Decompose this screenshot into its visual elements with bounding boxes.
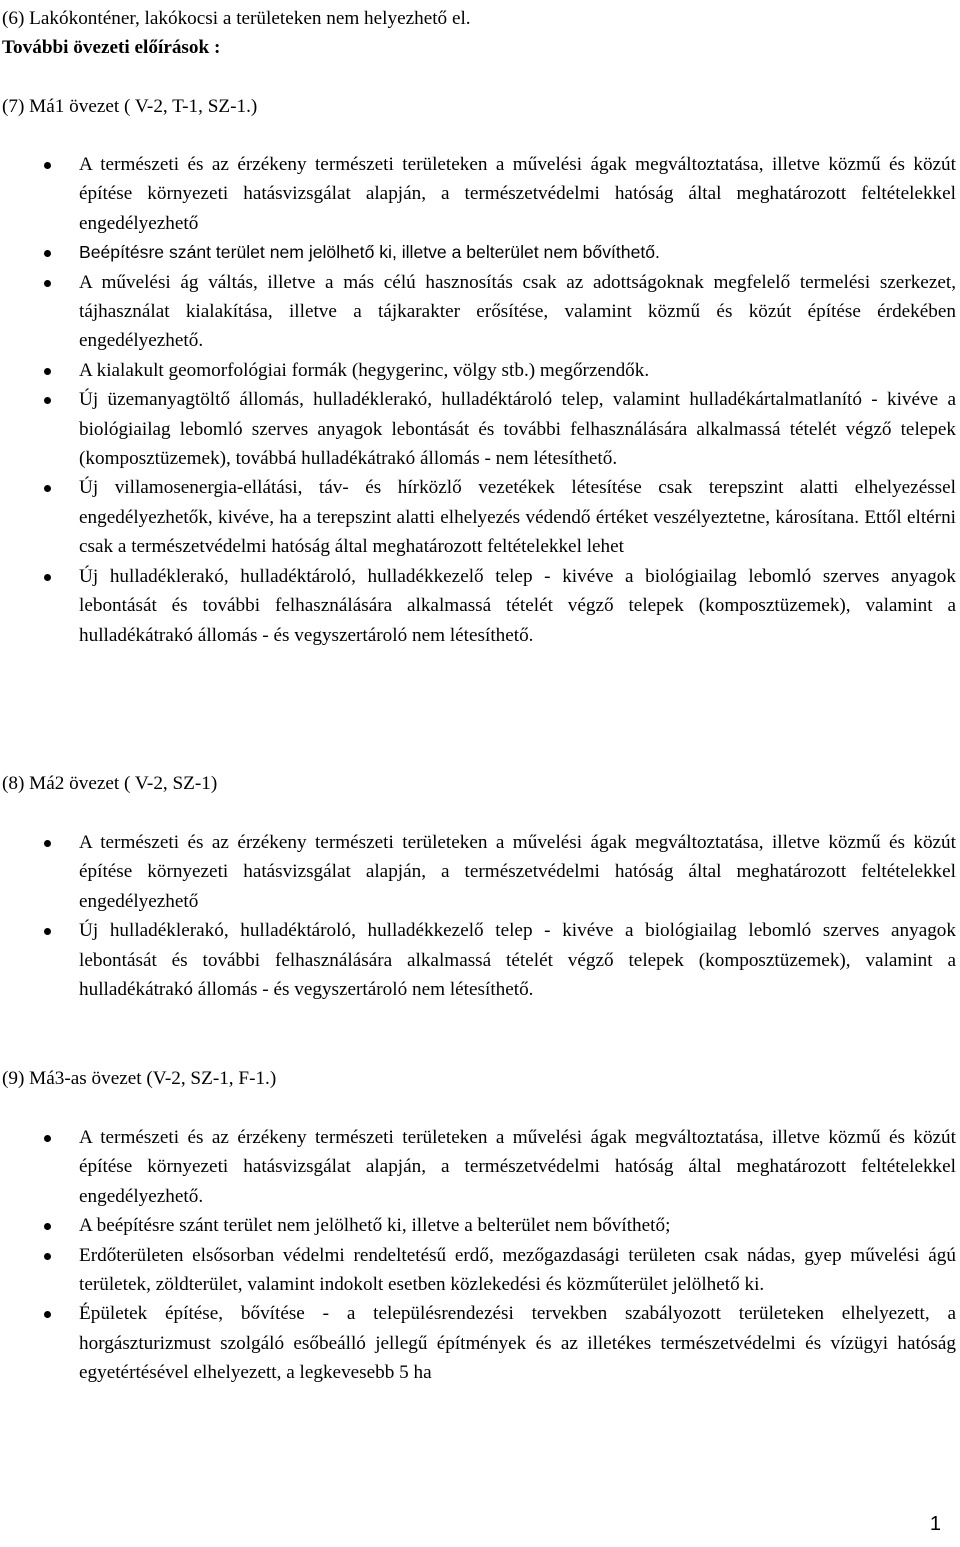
list-item: [0, 385, 960, 473]
bullet-icon: [44, 280, 51, 287]
section-title-ma1: (7) Má1 övezet ( V-2, T-1, SZ-1.): [2, 96, 258, 117]
list-item: [0, 1211, 960, 1240]
list-item-text: A kialakult geomorfológiai formák (hegygerinc, völgy stb.) megőrzendők.: [79, 359, 650, 381]
list-item-text: Épületek építése, bővítése - a településrendezési tervekben szabályozott területeken elhelyezett, a horgászturizmust szolgáló esőbeálló jellegű építmények és az illetékes természetvédelmi és vízügyi hatóság egyetértésével elhelyezett, a legkevesebb 5 ha: [79, 1303, 956, 1384]
bullet-icon: [44, 928, 51, 935]
list-item-text: A művelési ág váltás, illetve a más célú hasznosítás csak az adottságoknak megfelelő termelési szerkezet, tájhasználat kialakítása, illetve a tájkarakter erősítése, valamint közmű és közút építése érdekében engedélyezhető.: [79, 271, 956, 352]
list-item: [0, 150, 960, 238]
list-item-text: A természeti és az érzékeny természeti területeken a művelési ágak megváltoztatása, illetve közmű és közút építése környezeti hatásvizsgálat alapján, a természetvédelmi hatóság által meghatározott feltételekkel engedélyezhető: [79, 832, 956, 912]
bullet-icon: [44, 485, 51, 492]
bullet-icon: [44, 162, 51, 169]
list-item: [0, 916, 960, 1004]
list-item: [0, 268, 960, 356]
bullet-list-ma2: [0, 828, 960, 1004]
list-item: [0, 1299, 960, 1387]
section-title-ma2: (8) Má2 övezet ( V-2, SZ-1): [2, 773, 218, 794]
bullet-icon: [44, 250, 51, 257]
list-item-text: Erdőterületen elsősorban védelmi rendeltetésű erdő, mezőgazdasági területen csak nádas, gyep művelési ágú területek, zöldterület, valamint indokolt esetben közlekedési és közműterület jelölhető ki.: [79, 1244, 956, 1296]
paragraph-6: (6) Lakókonténer, lakókocsi a területeken nem helyezhető el.: [2, 8, 471, 29]
list-item: [0, 238, 960, 267]
list-item-text: A beépítésre szánt terület nem jelölhető ki, illetve a belterület nem bővíthető;: [79, 1215, 671, 1237]
list-item-text: A természeti és az érzékeny természeti területeken a művelési ágak megváltoztatása, illetve közmű és közút építése környezeti hatásvizsgálat alapján, a természetvédelmi hatóság által meghatározott feltételekkel engedélyezhető: [79, 154, 956, 234]
bullet-list-ma3: [0, 1123, 960, 1388]
list-item: [0, 473, 960, 561]
bullet-icon: [44, 397, 51, 404]
list-item: [0, 1123, 960, 1211]
section-title-ma3: (9) Má3-as övezet (V-2, SZ-1, F-1.): [2, 1068, 277, 1089]
bullet-icon: [44, 1223, 51, 1230]
list-item-text: Új villamosenergia-ellátási, táv- és hírközlő vezetékek létesítése csak terepszint alatti elhelyezéssel engedélyezhetők, kivéve, ha a terepszint alatti elhelyezés védendő értéket veszélyeztetne, károsítana. Ettől eltérni csak a természetvédelmi hatóság által meghatározott feltételekkel lehet: [79, 477, 956, 558]
bullet-icon: [44, 840, 51, 847]
list-item: [0, 828, 960, 916]
bullet-icon: [44, 574, 51, 581]
bullet-list-ma1: [0, 150, 960, 650]
list-item: [0, 356, 960, 385]
page-number: 1: [929, 1513, 941, 1535]
bullet-icon: [44, 1135, 51, 1142]
list-item: [0, 1241, 960, 1300]
list-item-text: Új hulladéklerakó, hulladéktároló, hulladékkezelő telep - kivéve a biológiailag lebomló szerves anyagok lebontását és további felhasználására alkalmassá tételét végző telepek (komposztüzemek), valamint a hulladékátrakó állomás - és vegyszertároló nem létesíthető.: [79, 920, 956, 1001]
section-heading: További övezeti előírások :: [2, 37, 221, 58]
bullet-icon: [44, 1311, 51, 1318]
list-item-text: Új üzemanyagtöltő állomás, hulladéklerakó, hulladéktároló telep, valamint hulladékártalmatlanító - kivéve a biológiailag lebomló szerves anyagok lebontását és további felhasználására alkalmassá tételét végző telepek (komposztüzemek), továbbá hulladékátrakó állomás - nem létesíthető.: [79, 389, 956, 470]
list-item-text: Beépítésre szánt terület nem jelölhető ki, illetve a belterület nem bővíthető.: [79, 242, 660, 263]
list-item-text: Új hulladéklerakó, hulladéktároló, hulladékkezelő telep - kivéve a biológiailag lebomló szerves anyagok lebontását és további felhasználására alkalmassá tételét végző telepek (komposztüzemek), valamint a hulladékátrakó állomás - és vegyszertároló nem létesíthető.: [79, 565, 956, 646]
list-item-text: A természeti és az érzékeny természeti területeken a művelési ágak megváltoztatása, illetve közmű és közút építése környezeti hatásvizsgálat alapján, a természetvédelmi hatóság által meghatározott feltételekkel engedélyezhető.: [79, 1127, 956, 1207]
bullet-icon: [44, 1253, 51, 1260]
bullet-icon: [44, 368, 51, 375]
list-item: [0, 562, 960, 650]
